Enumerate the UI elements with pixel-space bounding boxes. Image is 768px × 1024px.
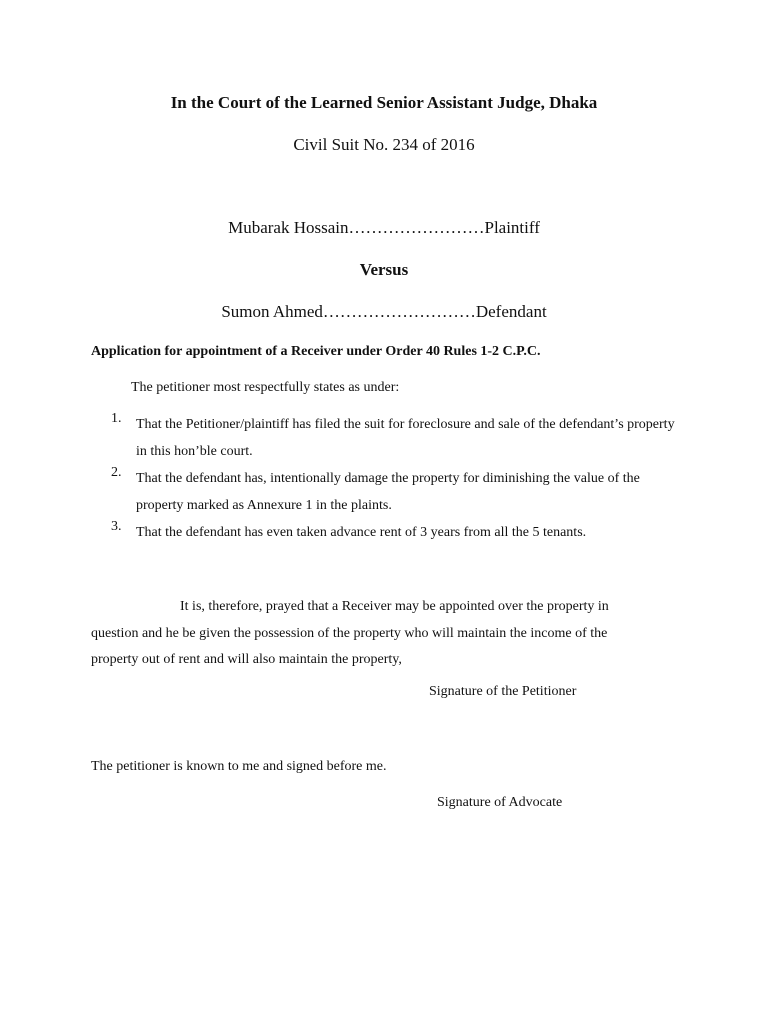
known-statement: The petitioner is known to me and signed before me. (91, 759, 387, 774)
petition-intro: The petitioner most respectfully states as under: (131, 380, 400, 395)
court-title: In the Court of the Learned Senior Assistant Judge, Dhaka (170, 93, 598, 112)
point-text: That the defendant has, intentionally damage the property for diminishing the value of the property marked as Annexure 1 in the plaints. (136, 471, 640, 513)
suit-number: Civil Suit No. 234 of 2016 (293, 135, 475, 154)
prayer-paragraph: It is, therefore, prayed that a Receiver may be appointed over the property in question and he be given the possession of the property who will maintain the income of the property out of rent and will also maintain the property, (91, 599, 609, 667)
versus-heading: Versus (359, 260, 409, 279)
application-title: Application for appointment of a Receiver under Order 40 Rules 1-2 C.P.C. (91, 344, 541, 359)
advocate-signature: Signature of Advocate (437, 795, 563, 810)
plaintiff-line: Mubarak Hossain……………………Plaintiff (228, 218, 540, 237)
point-text: That the Petitioner/plaintiff has filed the suit for foreclosure and sale of the defendant’s property in this hon’ble court. (136, 417, 675, 459)
petitioner-signature: Signature of the Petitioner (429, 684, 577, 699)
point-text: That the defendant has even taken advance rent of 3 years from all the 5 tenants. (136, 525, 587, 540)
point-number: 2. (111, 465, 122, 480)
defendant-line: Sumon Ahmed………………………Defendant (221, 302, 547, 321)
point-number: 3. (111, 519, 122, 534)
point-number: 1. (111, 411, 122, 426)
